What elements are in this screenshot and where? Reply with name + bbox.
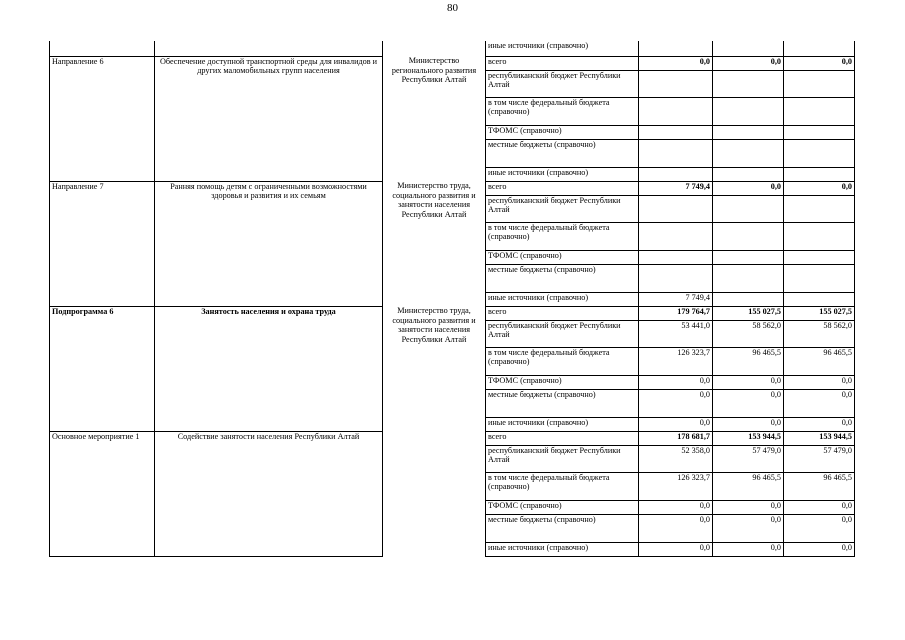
value-cell: 0,0 bbox=[784, 514, 855, 542]
value-cell: 126 323,7 bbox=[639, 472, 713, 500]
value-cell bbox=[784, 97, 855, 125]
value-cell: 0,0 bbox=[639, 514, 713, 542]
value-cell bbox=[713, 97, 784, 125]
value-cell bbox=[639, 167, 713, 181]
source-cell: иные источники (справочно) bbox=[486, 417, 639, 431]
value-cell bbox=[639, 195, 713, 222]
value-cell: 0,0 bbox=[639, 542, 713, 556]
source-cell: республиканский бюджет Республики Алтай bbox=[486, 445, 639, 472]
value-cell: 0,0 bbox=[713, 181, 784, 195]
section-title: Ранняя помощь детям с ограниченными возможностями здоровья и развития и их семьям bbox=[155, 181, 383, 306]
value-cell bbox=[639, 70, 713, 97]
value-cell: 179 764,7 bbox=[639, 306, 713, 320]
value-cell bbox=[713, 222, 784, 250]
value-cell: 0,0 bbox=[713, 56, 784, 70]
value-cell: 0,0 bbox=[784, 542, 855, 556]
section-code: Направление 7 bbox=[50, 181, 155, 306]
value-cell: 0,0 bbox=[639, 56, 713, 70]
source-cell: местные бюджеты (справочно) bbox=[486, 139, 639, 167]
value-cell bbox=[784, 292, 855, 306]
value-cell bbox=[639, 250, 713, 264]
value-cell bbox=[713, 250, 784, 264]
value-cell bbox=[784, 195, 855, 222]
source-cell: ТФОМС (справочно) bbox=[486, 125, 639, 139]
value-cell bbox=[713, 264, 784, 292]
value-cell: 0,0 bbox=[784, 375, 855, 389]
value-cell bbox=[639, 264, 713, 292]
source-cell: иные источники (справочно) bbox=[486, 41, 639, 56]
value-cell: 96 465,5 bbox=[784, 347, 855, 375]
value-cell: 96 465,5 bbox=[784, 472, 855, 500]
value-cell bbox=[713, 167, 784, 181]
value-cell: 96 465,5 bbox=[713, 347, 784, 375]
section-responsible: Министерство регионального развития Республики Алтай bbox=[383, 56, 486, 181]
value-cell bbox=[713, 41, 784, 56]
value-cell: 0,0 bbox=[784, 181, 855, 195]
value-cell bbox=[713, 70, 784, 97]
source-cell: в том числе федеральный бюджета (справочно) bbox=[486, 472, 639, 500]
value-cell: 0,0 bbox=[639, 389, 713, 417]
value-cell bbox=[784, 139, 855, 167]
value-cell: 0,0 bbox=[784, 417, 855, 431]
section-code: Направление 6 bbox=[50, 56, 155, 181]
source-cell: иные источники (справочно) bbox=[486, 167, 639, 181]
value-cell: 0,0 bbox=[639, 500, 713, 514]
source-cell: в том числе федеральный бюджета (справочно) bbox=[486, 347, 639, 375]
value-cell bbox=[784, 167, 855, 181]
code-cell bbox=[50, 41, 155, 56]
value-cell bbox=[639, 125, 713, 139]
source-cell: местные бюджеты (справочно) bbox=[486, 514, 639, 542]
table-row bbox=[50, 41, 855, 56]
source-cell: республиканский бюджет Республики Алтай bbox=[486, 195, 639, 222]
value-cell bbox=[639, 97, 713, 125]
source-cell: республиканский бюджет Республики Алтай bbox=[486, 70, 639, 97]
value-cell: 0,0 bbox=[784, 56, 855, 70]
source-cell: ТФОМС (справочно) bbox=[486, 250, 639, 264]
value-cell: 96 465,5 bbox=[713, 472, 784, 500]
source-cell: всего bbox=[486, 431, 639, 445]
value-cell: 155 027,5 bbox=[784, 306, 855, 320]
section-responsible: Министерство труда, социального развития и занятости населения Республики Алтай bbox=[383, 306, 486, 431]
source-cell: в том числе федеральный бюджета (справочно) bbox=[486, 222, 639, 250]
value-cell: 0,0 bbox=[713, 389, 784, 417]
section-title: Содействие занятости населения Республики Алтай bbox=[155, 431, 383, 556]
title-cell bbox=[155, 41, 383, 56]
budget-table bbox=[49, 41, 855, 557]
value-cell bbox=[713, 292, 784, 306]
value-cell: 153 944,5 bbox=[784, 431, 855, 445]
value-cell: 0,0 bbox=[639, 375, 713, 389]
section-code: Основное мероприятие 1 bbox=[50, 431, 155, 556]
value-cell: 126 323,7 bbox=[639, 347, 713, 375]
value-cell: 155 027,5 bbox=[713, 306, 784, 320]
source-cell: ТФОМС (справочно) bbox=[486, 500, 639, 514]
value-cell bbox=[784, 222, 855, 250]
page-number: 80 bbox=[447, 2, 458, 14]
value-cell: 57 479,0 bbox=[713, 445, 784, 472]
table-row bbox=[50, 181, 855, 195]
value-cell: 53 441,0 bbox=[639, 320, 713, 347]
table-body bbox=[50, 41, 855, 556]
value-cell: 0,0 bbox=[713, 500, 784, 514]
source-cell: всего bbox=[486, 181, 639, 195]
source-cell: иные источники (справочно) bbox=[486, 542, 639, 556]
value-cell bbox=[639, 139, 713, 167]
value-cell: 153 944,5 bbox=[713, 431, 784, 445]
table-row bbox=[50, 431, 855, 445]
value-cell: 57 479,0 bbox=[784, 445, 855, 472]
table-row bbox=[50, 306, 855, 320]
value-cell: 178 681,7 bbox=[639, 431, 713, 445]
value-cell: 58 562,0 bbox=[784, 320, 855, 347]
table-row bbox=[50, 56, 855, 70]
value-cell: 0,0 bbox=[784, 389, 855, 417]
source-cell: республиканский бюджет Республики Алтай bbox=[486, 320, 639, 347]
value-cell: 0,0 bbox=[713, 514, 784, 542]
value-cell: 0,0 bbox=[784, 500, 855, 514]
value-cell bbox=[784, 250, 855, 264]
value-cell: 0,0 bbox=[713, 417, 784, 431]
source-cell: ТФОМС (справочно) bbox=[486, 375, 639, 389]
source-cell: всего bbox=[486, 306, 639, 320]
value-cell bbox=[784, 264, 855, 292]
section-code: Подпрограмма 6 bbox=[50, 306, 155, 431]
value-cell bbox=[784, 125, 855, 139]
value-cell: 7 749,4 bbox=[639, 292, 713, 306]
value-cell bbox=[639, 222, 713, 250]
value-cell: 0,0 bbox=[639, 417, 713, 431]
source-cell: местные бюджеты (справочно) bbox=[486, 264, 639, 292]
source-cell: всего bbox=[486, 56, 639, 70]
section-responsible bbox=[383, 431, 486, 556]
value-cell bbox=[713, 139, 784, 167]
value-cell: 0,0 bbox=[713, 542, 784, 556]
section-title: Занятость населения и охрана труда bbox=[155, 306, 383, 431]
value-cell bbox=[639, 41, 713, 56]
source-cell: иные источники (справочно) bbox=[486, 292, 639, 306]
value-cell bbox=[784, 41, 855, 56]
value-cell: 52 358,0 bbox=[639, 445, 713, 472]
section-title: Обеспечение доступной транспортной среды для инвалидов и других маломобильных групп населения bbox=[155, 56, 383, 181]
value-cell bbox=[713, 125, 784, 139]
value-cell bbox=[784, 70, 855, 97]
value-cell: 0,0 bbox=[713, 375, 784, 389]
source-cell: в том числе федеральный бюджета (справочно) bbox=[486, 97, 639, 125]
section-responsible: Министерство труда, социального развития и занятости населения Республики Алтай bbox=[383, 181, 486, 306]
value-cell: 7 749,4 bbox=[639, 181, 713, 195]
responsible-cell bbox=[383, 41, 486, 56]
value-cell: 58 562,0 bbox=[713, 320, 784, 347]
value-cell bbox=[713, 195, 784, 222]
source-cell: местные бюджеты (справочно) bbox=[486, 389, 639, 417]
